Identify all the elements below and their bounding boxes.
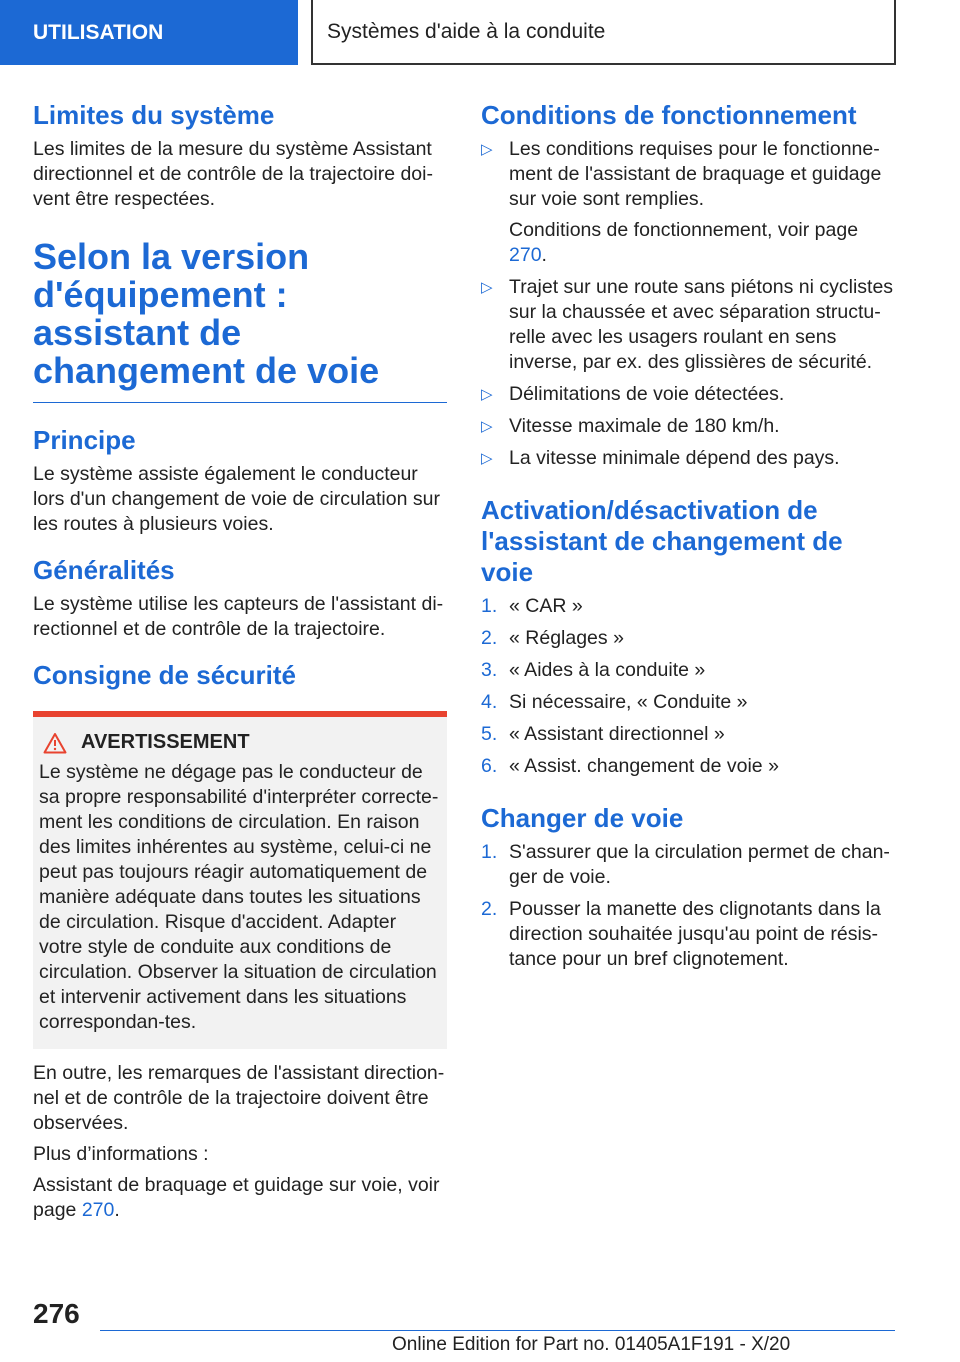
- limits-text: Les limites de la mesure du système Assistant directionnel et de contrôle de la trajectoire doi-vent être respectées.: [33, 138, 433, 210]
- section-title: Systèmes d'aide à la conduite: [327, 19, 606, 43]
- conditions-heading: Conditions de fonctionnement: [481, 100, 857, 130]
- limits-heading: Limites du système: [33, 100, 275, 130]
- safety-heading: Consigne de sécurité: [33, 660, 296, 690]
- list-item: 2. « Réglages »: [481, 627, 624, 649]
- triangle-bullet-icon: ▷: [481, 418, 493, 435]
- list-item: 2. Pousser la manette des clignotants dans la direction souhaitée jusqu'au point de résis-tance pour un bref clignotement.: [481, 898, 881, 970]
- more-info-label: Plus d’informations :: [33, 1143, 209, 1165]
- chapter-tab: [0, 0, 298, 65]
- reference-text: Assistant de braquage et guidage sur voie, voir page 270.: [33, 1174, 440, 1221]
- triangle-bullet-icon: ▷: [481, 279, 493, 296]
- warning-text: Le système ne dégage pas le conducteur de sa propre responsabilité d'interpréter correcte-ment les conditions de circulation. En raison des limites inhérentes au système, celui-ci ne peut pas toujours réagir automatiquement de manière adéquate dans toutes les situations de circulation. Risque d'accident. Adapter votre style de conduite aux conditions de circulation. Observer la situation de circulation et intervenir activement dans les situations correspondan-tes.: [39, 761, 439, 1033]
- conditions-list: [481, 137, 901, 471]
- list-item: 4. Si nécessaire, « Conduite »: [481, 691, 748, 713]
- activation-steps: [481, 594, 901, 779]
- activation-heading: Activation/désactivation de l'assistant de changement de voie: [481, 495, 843, 587]
- general-heading: Généralités: [33, 555, 175, 585]
- list-item: ▷ Les conditions requises pour le fonctionne-ment de l'assistant de braquage et guidage sur voie sont remplies. Conditions de fonctionnement, voir page 270.: [481, 138, 882, 266]
- list-item: 5. « Assistant directionnel »: [481, 723, 725, 745]
- list-item: 3. « Aides à la conduite »: [481, 659, 706, 681]
- after-warning-text: En outre, les remarques de l'assistant direction-nel et de contrôle de la trajectoire doivent être observées.: [33, 1062, 445, 1134]
- footer-edition: Online Edition for Part no. 01405A1F191 - X/20: [392, 1334, 791, 1355]
- page-link[interactable]: 270: [81, 1199, 115, 1221]
- list-item: 1. « CAR »: [481, 595, 583, 617]
- change-lane-steps: [481, 840, 901, 972]
- list-item: ▷ La vitesse minimale dépend des pays.: [481, 447, 840, 469]
- principle-text: Le système assiste également le conducteur lors d'un changement de voie de circulation sur les routes à plusieurs voies.: [33, 463, 440, 535]
- general-text: Le système utilise les capteurs de l'assistant di-rectionnel et de contrôle de la trajectoire.: [33, 593, 444, 640]
- list-item: 6. « Assist. changement de voie »: [481, 755, 779, 777]
- left-column: [33, 100, 447, 1229]
- list-item: ▷ Délimitations de voie détectées.: [481, 383, 785, 405]
- chapter-heading: Selon la version d'équipement : assistant de changement de voie: [33, 238, 447, 403]
- triangle-bullet-icon: ▷: [481, 141, 493, 158]
- list-item: ▷ Vitesse maximale de 180 km/h.: [481, 415, 780, 437]
- chapter-tab-label: UTILISATION: [33, 20, 164, 44]
- section-header: [311, 0, 896, 65]
- page-link[interactable]: 270: [509, 244, 542, 266]
- principle-heading: Principe: [33, 425, 136, 455]
- warning-title: AVERTISSEMENT: [81, 731, 250, 753]
- page-number: 276: [33, 1298, 80, 1329]
- list-item: ▷ Trajet sur une route sans piétons ni cyclistes sur la chaussée et avec séparation structu-relle avec les usagers roulant en sens inverse, par ex. des glissières de sécurité.: [481, 276, 894, 373]
- list-item: 1. S'assurer que la circulation permet de chan-ger de voie.: [481, 841, 890, 888]
- triangle-bullet-icon: ▷: [481, 386, 493, 403]
- warning-box: [33, 711, 447, 1049]
- triangle-bullet-icon: ▷: [481, 450, 493, 467]
- right-column: [481, 100, 901, 979]
- footer-divider: [100, 1330, 895, 1331]
- warning-triangle-icon: [43, 732, 67, 754]
- change-lane-heading: Changer de voie: [481, 803, 684, 833]
